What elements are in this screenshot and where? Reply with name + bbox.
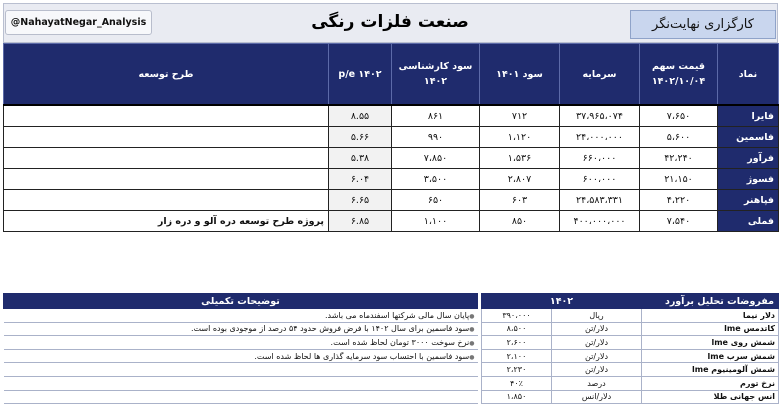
price-cell: ۴،۲۲۰: [640, 190, 718, 211]
explanation-row: [4, 309, 478, 323]
channel-handle: @NahayatNegar_Analysis: [5, 10, 152, 35]
plan-cell: [4, 169, 329, 190]
profit-cell: ۱،۱۲۰: [480, 127, 560, 148]
assumption-label: شمش آلومینیوم lme: [642, 363, 779, 377]
explanation-item: [4, 322, 478, 336]
explanation-item: [4, 376, 478, 390]
pe-cell: ۸.۵۵: [329, 105, 392, 127]
explanations-header-row: [4, 294, 478, 309]
symbol-cell: فملی: [718, 211, 779, 232]
assumption-unit: درصد: [552, 376, 642, 390]
table-header-row: [4, 44, 779, 106]
assumption-label: کاتدمس lme: [642, 322, 779, 336]
bullet-icon: ●: [469, 353, 475, 361]
assumptions-header-row: [482, 294, 779, 309]
pe-cell: ۵.۶۶: [329, 127, 392, 148]
assumption-unit: دلار/تن: [552, 322, 642, 336]
assumptions-title: مفروضات تحلیل برآورد: [642, 294, 779, 309]
assumption-value: ۱،۸۵۰: [482, 390, 552, 404]
explanation-row: [4, 349, 478, 363]
col-header-profit-1401: سود ۱۴۰۱: [480, 44, 560, 106]
assumption-label: انس جهانی طلا: [642, 390, 779, 404]
pe-cell: ۶.۸۵: [329, 211, 392, 232]
bullet-icon: ●: [469, 326, 475, 334]
assumption-unit: دلار/تن: [552, 363, 642, 377]
profit-cell: ۱،۵۳۶: [480, 148, 560, 169]
assumption-label: دلار نیما: [642, 309, 779, 323]
col-header-pe: p/e ۱۴۰۲: [329, 44, 392, 106]
expert-profit-cell: ۷،۸۵۰: [392, 148, 480, 169]
col-header-plan: طرح توسعه: [4, 44, 329, 106]
capital-cell: ۶۶۰،۰۰۰: [560, 148, 640, 169]
capital-cell: ۲۴،۰۰۰،۰۰۰: [560, 127, 640, 148]
profit-cell: ۶۰۳: [480, 190, 560, 211]
col-header-price: قیمت سهم ۱۴۰۲/۱۰/۰۴: [640, 44, 718, 106]
assumption-unit: دلار/تن: [552, 349, 642, 363]
assumption-row: [482, 309, 779, 323]
assumption-unit: دلار/انس: [552, 390, 642, 404]
explanation-item: [4, 390, 478, 404]
capital-cell: ۲۴،۵۸۳،۳۳۱: [560, 190, 640, 211]
explanation-item: [4, 309, 478, 323]
plan-cell: پروژه طرح توسعه دره آلو و دره زار: [4, 211, 329, 232]
explanation-text: سود فاسمین با احتساب سود سرمایه گذاری ها لحاظ شده است.: [254, 351, 470, 361]
plan-cell: [4, 105, 329, 127]
price-cell: ۴۲،۲۴۰: [640, 148, 718, 169]
explanation-item: [4, 363, 478, 377]
price-cell: ۵،۶۰۰: [640, 127, 718, 148]
symbol-cell: فپاهنر: [718, 190, 779, 211]
assumption-label: شمش سرب lme: [642, 349, 779, 363]
assumption-row: [482, 363, 779, 377]
table-row: [4, 211, 779, 232]
capital-cell: ۴۰۰،۰۰۰،۰۰۰: [560, 211, 640, 232]
col-header-name: نماد: [718, 44, 779, 106]
assumption-value: ۴۰٪: [482, 376, 552, 390]
assumptions-year: ۱۴۰۲: [482, 294, 642, 309]
symbol-cell: فسوژ: [718, 169, 779, 190]
assumption-row: [482, 349, 779, 363]
explanations-table: [3, 293, 478, 404]
profit-cell: ۲،۸۰۷: [480, 169, 560, 190]
capital-cell: ۳۷،۹۶۵،۰۷۴: [560, 105, 640, 127]
assumption-value: ۸،۵۰۰: [482, 322, 552, 336]
assumption-row: [482, 322, 779, 336]
expert-profit-cell: ۱،۱۰۰: [392, 211, 480, 232]
assumption-label: شمش روی lme: [642, 336, 779, 350]
pe-cell: ۵.۳۸: [329, 148, 392, 169]
companies-table: [3, 43, 779, 232]
profit-cell: ۸۵۰: [480, 211, 560, 232]
symbol-cell: فرآور: [718, 148, 779, 169]
page-title: صنعت فلزات رنگی: [311, 12, 469, 32]
symbol-cell: فاسمین: [718, 127, 779, 148]
assumption-value: ۲،۲۳۰: [482, 363, 552, 377]
explanation-text: نرخ سوخت ۳۰۰۰ تومان لحاظ شده است.: [330, 337, 470, 347]
assumption-label: نرخ تورم: [642, 376, 779, 390]
explanation-text: سود فاسمین برای سال ۱۴۰۲ با فرض فروش حدود ۵۴ درصد از موجودی بوده است.: [191, 324, 470, 334]
capital-cell: ۶۰۰،۰۰۰: [560, 169, 640, 190]
col-header-expert-profit: سود کارشناسی ۱۴۰۲: [392, 44, 480, 106]
expert-profit-cell: ۹۹۰: [392, 127, 480, 148]
table-row: [4, 127, 779, 148]
expert-profit-cell: ۶۵۰: [392, 190, 480, 211]
assumption-value: ۲،۶۰۰: [482, 336, 552, 350]
explanation-row: [4, 363, 478, 377]
plan-cell: [4, 127, 329, 148]
price-cell: ۷،۶۵۰: [640, 105, 718, 127]
pe-cell: ۶.۰۴: [329, 169, 392, 190]
table-row: [4, 105, 779, 127]
assumptions-table: [481, 293, 779, 404]
col-header-capital: سرمایه: [560, 44, 640, 106]
plan-cell: [4, 148, 329, 169]
assumption-row: [482, 376, 779, 390]
price-cell: ۷،۵۴۰: [640, 211, 718, 232]
assumption-value: ۲،۱۰۰: [482, 349, 552, 363]
expert-profit-cell: ۸۶۱: [392, 105, 480, 127]
bullet-icon: ●: [469, 339, 475, 347]
table-row: [4, 169, 779, 190]
explanation-row: [4, 390, 478, 404]
assumption-value: ۳۹۰،۰۰۰: [482, 309, 552, 323]
assumption-unit: دلار/تن: [552, 336, 642, 350]
assumption-unit: ریال: [552, 309, 642, 323]
explanations-title: توضیحات تکمیلی: [4, 294, 478, 309]
brokerage-name: کارگزاری نهایت‌نگر: [630, 10, 776, 39]
expert-profit-cell: ۳،۵۰۰: [392, 169, 480, 190]
explanation-row: [4, 376, 478, 390]
explanation-item: [4, 349, 478, 363]
table-row: [4, 190, 779, 211]
assumption-row: [482, 336, 779, 350]
explanation-item: [4, 336, 478, 350]
bullet-icon: ●: [469, 312, 475, 320]
symbol-cell: فایرا: [718, 105, 779, 127]
profit-cell: ۷۱۲: [480, 105, 560, 127]
assumption-row: [482, 390, 779, 404]
pe-cell: ۶.۶۵: [329, 190, 392, 211]
table-row: [4, 148, 779, 169]
explanation-text: پایان سال مالی شرکتها اسفندماه می باشد.: [324, 310, 470, 320]
explanation-row: [4, 322, 478, 336]
explanation-row: [4, 336, 478, 350]
plan-cell: [4, 190, 329, 211]
price-cell: ۲۱،۱۵۰: [640, 169, 718, 190]
